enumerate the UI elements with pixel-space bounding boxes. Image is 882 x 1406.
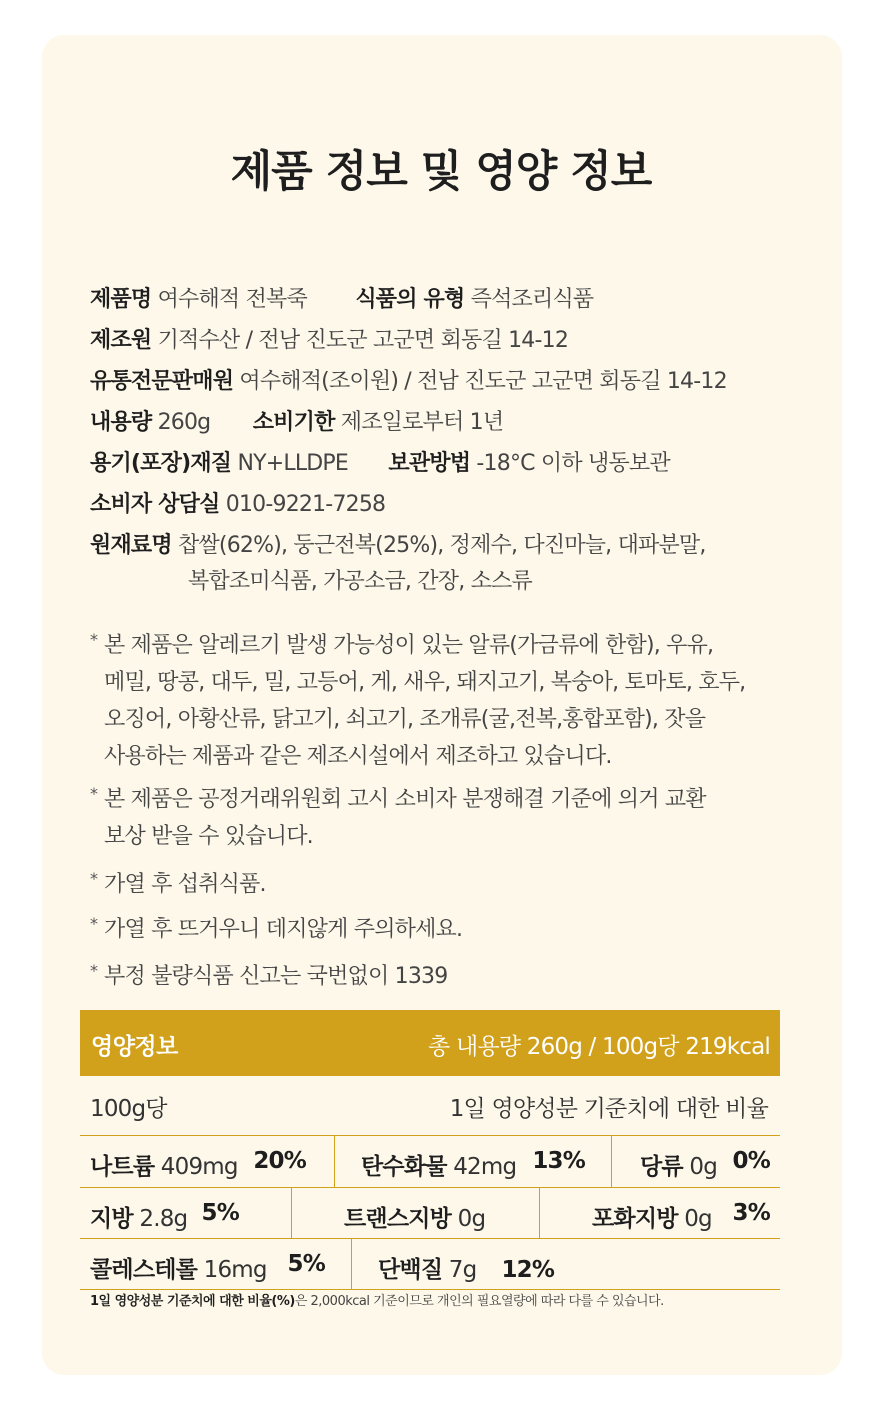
per-100g-label: 100g당	[90, 1096, 167, 1122]
cell-carbs	[334, 1136, 611, 1187]
cholesterol-amount: 16mg	[203, 1257, 267, 1283]
sodium-pct: 20%	[253, 1148, 306, 1174]
asterisk-icon: *	[90, 869, 98, 888]
cholesterol-pct: 5%	[287, 1251, 325, 1277]
sat-fat-name: 포화지방	[592, 1206, 678, 1232]
cholesterol-name: 콜레스테롤	[90, 1257, 198, 1283]
note-line: 가열 후 섭취식품.	[104, 872, 266, 897]
note-line: 본 제품은 알레르기 발생 가능성이 있는 알류(가금류에 한함), 우유,	[104, 633, 714, 658]
storage-label: 보관방법	[388, 451, 471, 476]
seller-label: 유통전문판매원	[90, 369, 234, 394]
nutrition-header	[80, 1010, 780, 1076]
cell-sodium	[80, 1136, 334, 1187]
footnote-rest: 은 2,000kcal 기준이므로 개인의 필요열량에 따라 다를 수 있습니다.	[294, 1294, 664, 1309]
note-line: 부정 불량식품 신고는 국번없이 1339	[104, 964, 448, 989]
nutrition-row-2	[80, 1188, 780, 1239]
sat-fat-amount: 0g	[684, 1206, 712, 1232]
cell-cholesterol	[80, 1239, 351, 1289]
fat-pct: 5%	[201, 1200, 239, 1226]
note-line: 메밀, 땅콩, 대두, 밀, 고등어, 게, 새우, 돼지고기, 복숭아, 토마토, 호두,	[104, 670, 746, 695]
note-line: 사용하는 제품과 같은 제조시설에서 제조하고 있습니다.	[104, 744, 612, 769]
info-row-ingredients-cont	[188, 564, 532, 595]
page-title: 제품 정보 및 영양 정보	[230, 147, 652, 197]
info-row-material	[90, 446, 670, 477]
nutrition-row-3	[80, 1239, 780, 1290]
carbs-amount: 42mg	[453, 1154, 517, 1180]
ingredients-line-1: 찹쌀(62%), 둥근전복(25%), 정제수, 다진마늘, 대파분말,	[178, 533, 706, 558]
product-name-value: 여수해적 전복죽	[157, 287, 307, 312]
info-row-name	[90, 282, 593, 313]
cell-sugar	[611, 1136, 780, 1187]
contact-label: 소비자 상담실	[90, 492, 220, 517]
sat-fat-pct: 3%	[732, 1200, 770, 1226]
daily-ratio-label: 1일 영양성분 기준치에 대한 비율	[449, 1096, 768, 1122]
nutrition-header-total: 총 내용량 260g / 100g당 219kcal	[428, 1034, 770, 1060]
info-row-volume	[90, 405, 503, 436]
asterisk-icon: *	[90, 914, 98, 933]
contact-value: 010-9221-7258	[225, 492, 386, 517]
fat-name: 지방	[90, 1206, 133, 1232]
info-row-contact	[90, 487, 385, 518]
asterisk-icon: *	[90, 784, 98, 803]
carbs-pct: 13%	[532, 1148, 585, 1174]
nutrition-header-label: 영양정보	[91, 1034, 178, 1060]
ingredients-label: 원재료명	[90, 533, 172, 558]
sugar-pct: 0%	[732, 1148, 770, 1174]
food-type-label: 식품의 유형	[355, 287, 465, 312]
material-label: 용기(포장)재질	[90, 451, 232, 476]
product-name-label: 제품명	[90, 287, 152, 312]
sodium-name: 나트륨	[90, 1154, 155, 1180]
maker-label: 제조원	[90, 328, 152, 353]
carbs-name: 탄수화물	[361, 1154, 447, 1180]
expiry-label: 소비기한	[252, 410, 335, 435]
nutrition-row-1	[80, 1136, 780, 1188]
seller-value: 여수해적(조이원) / 전남 진도군 고군면 회동길 14-12	[239, 369, 727, 394]
asterisk-icon: *	[90, 630, 98, 649]
info-row-seller	[90, 364, 727, 395]
food-type-value: 즉석조리식품	[470, 287, 594, 312]
note-line: 가열 후 뜨거우니 데지않게 주의하세요.	[104, 917, 463, 942]
ingredients-line-2: 복합조미식품, 가공소금, 간장, 소스류	[188, 569, 532, 594]
note-line: 본 제품은 공정거래위원회 고시 소비자 분쟁해결 기준에 의거 교환	[104, 787, 706, 812]
info-row-ingredients	[90, 528, 706, 559]
material-value: NY+LLDPE	[237, 451, 348, 476]
expiry-value: 제조일로부터 1년	[340, 410, 504, 435]
volume-label: 내용량	[90, 410, 152, 435]
storage-value: -18°C 이하 냉동보관	[476, 451, 670, 476]
note-line: 오징어, 아황산류, 닭고기, 쇠고기, 조개류(굴,전복,홍합포함), 잣을	[104, 707, 706, 732]
fat-amount: 2.8g	[139, 1206, 188, 1232]
sodium-amount: 409mg	[160, 1154, 238, 1180]
nutrition-row-basis	[80, 1076, 780, 1136]
maker-value: 기적수산 / 전남 진도군 고군면 회동길 14-12	[157, 328, 569, 353]
trans-fat-name: 트랜스지방	[344, 1206, 452, 1232]
protein-name: 단백질	[378, 1257, 443, 1283]
note-line: 보상 받을 수 있습니다.	[104, 824, 313, 849]
volume-value: 260g	[157, 410, 211, 435]
sugar-name: 당류	[640, 1154, 683, 1180]
cell-protein	[351, 1239, 780, 1289]
info-row-maker	[90, 323, 568, 354]
asterisk-icon: *	[90, 961, 98, 980]
cell-sat-fat	[539, 1188, 780, 1238]
protein-amount: 7g	[448, 1257, 477, 1283]
trans-fat-amount: 0g	[457, 1206, 486, 1232]
cell-fat	[80, 1188, 291, 1238]
protein-pct: 12%	[501, 1257, 555, 1283]
nutrition-footnote	[90, 1290, 664, 1309]
sugar-amount: 0g	[689, 1154, 717, 1180]
footnote-bold: 1일 영양성분 기준치에 대한 비율(%)	[90, 1294, 295, 1309]
cell-trans-fat	[291, 1188, 539, 1238]
